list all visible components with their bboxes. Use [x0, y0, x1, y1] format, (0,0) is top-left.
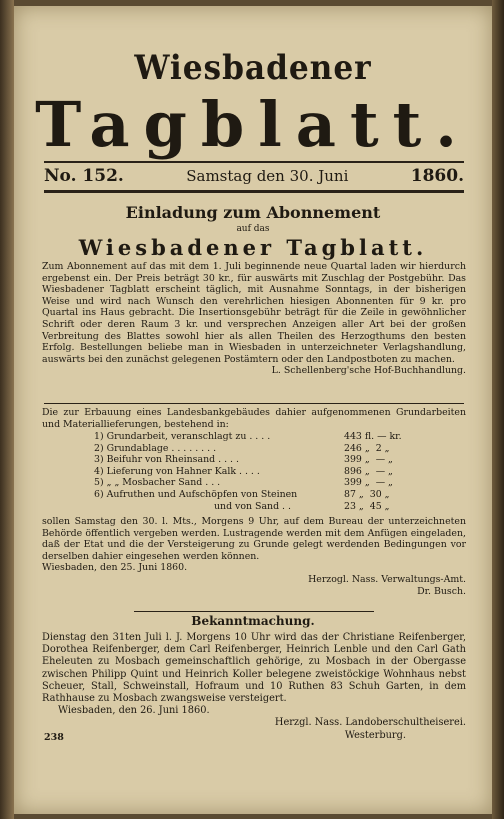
list-item-amount: 87 „ 30 „ — [344, 488, 390, 500]
list-item-label: 3) Beifuhr von Rheinsand . . . . — [94, 454, 239, 466]
list-item — [94, 454, 434, 466]
invitation-body-block — [42, 261, 466, 377]
page-number: 238 — [44, 732, 64, 743]
issue-number: No. 152. — [44, 166, 124, 186]
notice2-signer: Westerburg. — [344, 729, 406, 741]
list-item — [94, 431, 434, 443]
notice2-authority: Herzgl. Nass. Landoberschultheiserei. — [274, 717, 466, 729]
notice1-list — [94, 431, 434, 512]
list-item-label: 2) Grundablage . . . . . . . . — [94, 442, 217, 454]
invitation-body: Zum Abonnement auf das mit dem 1. Juli beginnende neue Quartal laden wir hierdurch ergebenst ein. Der Preis beträgt 30 kr., für auswärts mit Zuschlag der Postgebühr. Das Wiesbadener Tagblatt erscheint täglich, mit Ausnahme Sonntags, in der bisherigen Weise und wird nach Wunsch den verehrlichen hiesigen Abonnenten für 9 kr. pro Quartal ins Haus gebracht. Die Insertionsgebühr beträgt für die Zeile in gewöhnlicher Schrift oder deren Raum 3 kr. und versprechen Anzeigen aller Art bei der großen Verbreitung des Blattes sowohl hier als allen Theilen des Herzogthums den besten Erfolg. Bestellungen beliebe man in Wiesbaden in unterzeichneter Verlagshandlung, auswärts bei den zunächst gelegenen Postämtern oder den Landpostboten zu machen. — [42, 261, 466, 365]
notice1-signer: Dr. Busch. — [417, 585, 466, 597]
invitation-heading: Einladung zum Abonnement — [125, 203, 381, 222]
notice1-place-date: Wiesbaden, den 25. Juni 1860. — [42, 562, 188, 574]
notice1-body: sollen Samstag den 30. l. Mts., Morgens 9 Uhr, auf dem Bureau der unterzeichneten Behörde öffentlich vergeben werden. Lustragende werden mit dem Anfügen eingeladen, daß der Etat und die der Versteigerung zu Grunde gelegt werdenden Bedingungen vor derselben dahier eingesehen werden können. — [42, 516, 466, 562]
notice1-intro-block — [42, 407, 466, 430]
invitation-auf-das: auf das — [236, 224, 270, 234]
masthead-title: Tagblatt. — [35, 88, 471, 161]
list-item-label: und von Sand . . — [214, 500, 291, 512]
list-item-amount: 246 „ 2 „ — [344, 442, 390, 454]
divider — [44, 403, 464, 404]
issue-line — [44, 166, 464, 186]
divider — [44, 161, 464, 163]
notice2-heading: Bekanntmachung. — [191, 614, 315, 628]
list-item — [94, 443, 434, 455]
masthead-top: Wiesbadener — [134, 48, 372, 88]
notice1-authority: Herzogl. Nass. Verwaltungs-Amt. — [308, 573, 466, 585]
issue-year: 1860. — [410, 166, 464, 186]
notice2-place-date: Wiesbaden, den 26. Juni 1860. — [58, 705, 210, 717]
list-item-amount: 443 fl. — kr. — [344, 431, 402, 442]
list-item-amount: 896 „ — „ — [344, 465, 393, 477]
divider — [134, 611, 374, 612]
page-edge — [492, 0, 504, 819]
divider — [44, 190, 464, 193]
list-item-label: 1) Grundarbeit, veranschlagt zu . . . . — [94, 431, 271, 442]
list-item-amount: 23 „ 45 „ — [344, 500, 390, 512]
invitation-signature: L. Schellenberg'sche Hof-Buchhandlung. — [271, 365, 466, 377]
list-item-label: 6) Aufruthen und Aufschöpfen von Steinen — [94, 488, 298, 500]
list-item-amount: 399 „ — „ — [344, 477, 393, 489]
list-item — [94, 501, 434, 513]
list-item-amount: 399 „ — „ — [344, 454, 393, 466]
list-item-label: 4) Lieferung von Hahner Kalk . . . . — [94, 465, 260, 477]
list-item — [94, 466, 434, 478]
list-item — [94, 489, 434, 501]
notice1-body-block — [42, 516, 466, 597]
book-gutter — [0, 0, 14, 819]
notice2-body-block — [42, 632, 466, 742]
newspaper-page — [14, 6, 492, 814]
list-item — [94, 477, 434, 489]
list-item-label: 5) „ „ Mosbacher Sand . . . — [94, 477, 221, 489]
issue-date: Samstag den 30. Juni — [186, 167, 349, 185]
notice2-body: Dienstag den 31ten Juli l. J. Morgens 10 Uhr wird das der Christiane Reifenberger, Dorothea Reifenberger, dem Carl Reifenberger, Heinrich Lenble und den Carl Gath Eheleuten zu Mosbach gemeinschaftlich gehörige, zu Mosbach in der Obergasse zwischen Philipp Quint und Heinrich Koller belegene zweistöckige Wohnhaus nebst Scheuer, Stall, Schweinstall, Hofraum und 10 Ruthen 83 Schuh Garten, in dem Rathhause zu Mosbach zwangsweise versteigert. — [42, 632, 466, 705]
notice1-intro: Die zur Erbauung eines Landesbankgebäudes dahier aufgenommenen Grundarbeiten und Materiallieferungen, bestehend in: — [42, 407, 466, 430]
invitation-title: Wiesbadener Tagblatt. — [78, 235, 428, 260]
